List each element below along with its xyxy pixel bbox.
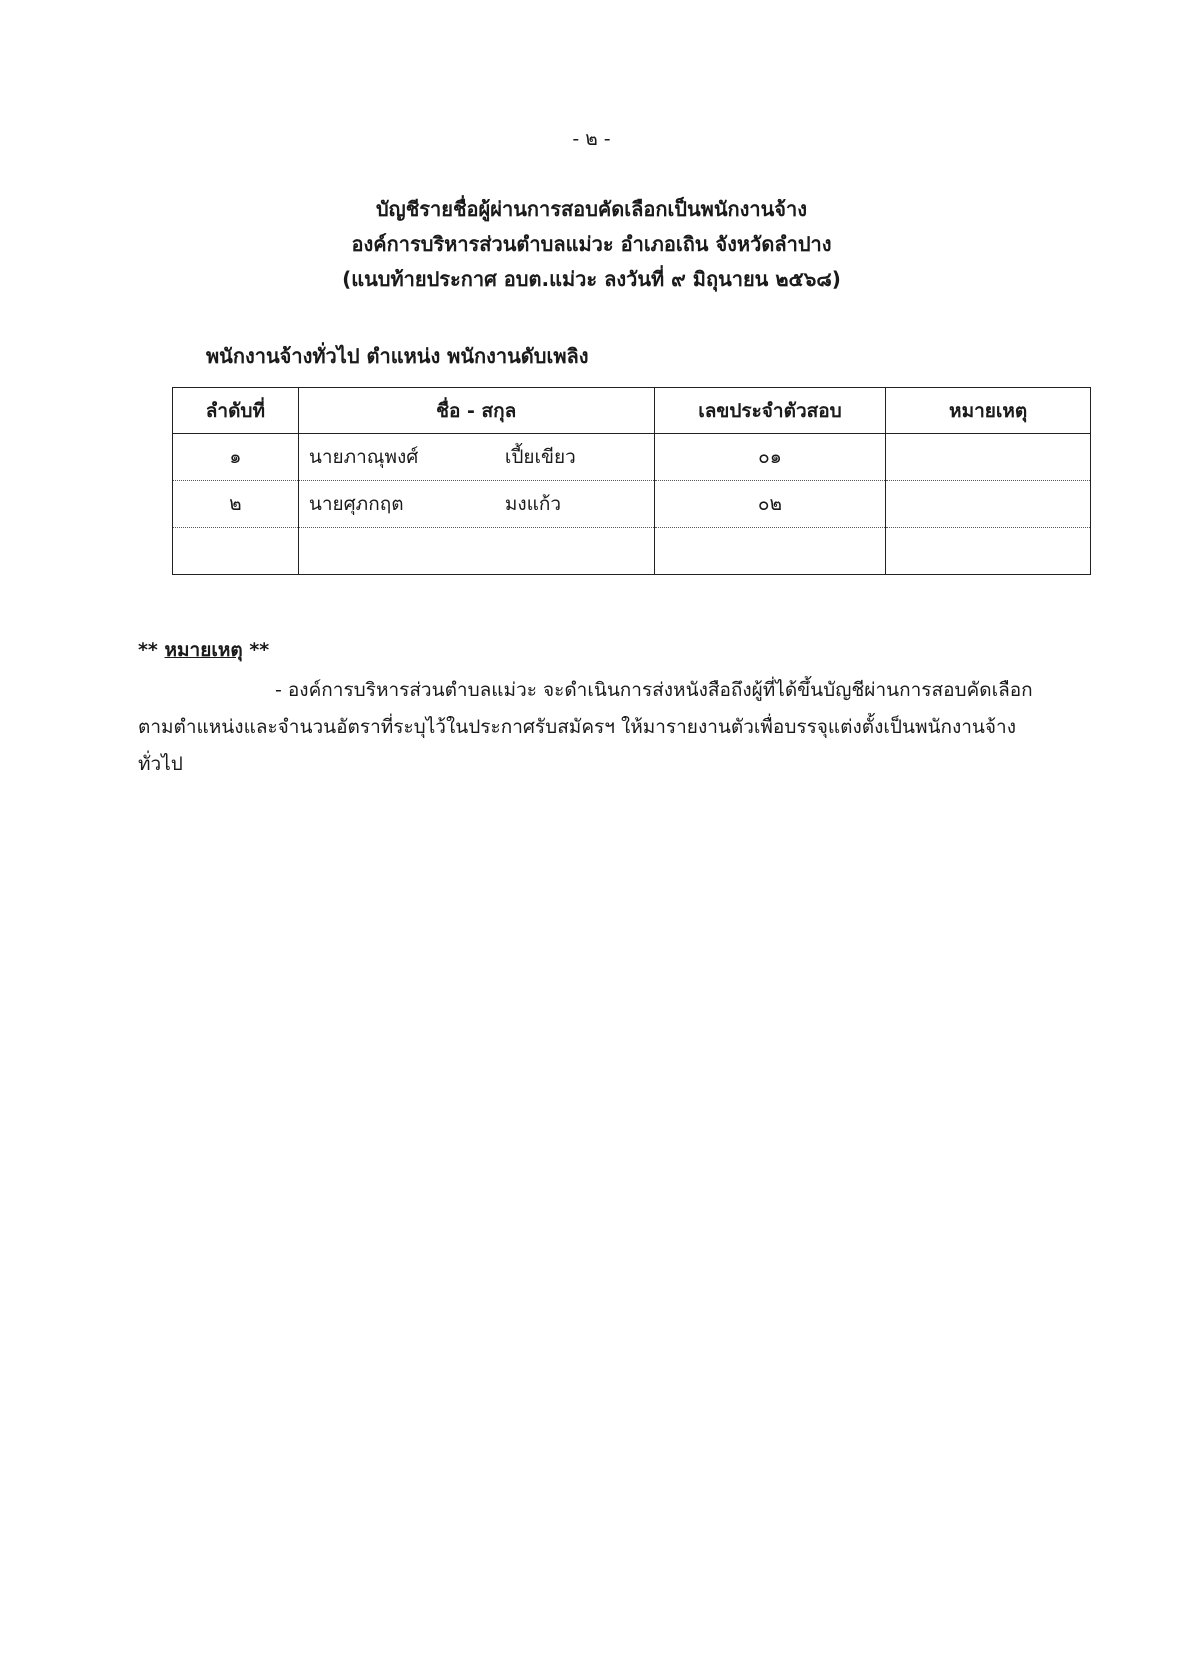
row-order: ๒	[173, 481, 299, 528]
header-name: ชื่อ - สกุล	[298, 388, 654, 434]
note-line-2: ตามตำแหน่งและจำนวนอัตราที่ระบุไว้ในประกาศรับสมัครฯ ให้มารายงานตัวเพื่อบรรจุแต่งตั้งเป็นพนักงานจ้าง	[138, 716, 1016, 738]
title-line-3: (แนบท้ายประกาศ อบต.แม่วะ ลงวันที่ ๙ มิถุนายน ๒๕๖๘)	[342, 267, 841, 291]
row-first-name: นายภาณุพงศ์	[308, 446, 419, 468]
row-name	[298, 434, 654, 481]
header-remark: หมายเหตุ	[886, 388, 1091, 434]
passed-candidates-table	[172, 387, 1091, 575]
row-order	[173, 528, 299, 575]
title-line-2: องค์การบริหารส่วนตำบลแม่วะ อำเภอเถิน จังหวัดลำปาง	[351, 232, 832, 256]
table-row	[173, 481, 1091, 528]
row-order: ๑	[173, 434, 299, 481]
row-exam-id: ๐๒	[654, 481, 886, 528]
document-title	[0, 192, 1183, 297]
row-remark	[886, 434, 1091, 481]
row-first-name: นายศุภกฤต	[308, 493, 404, 515]
row-remark	[886, 481, 1091, 528]
note-body	[138, 672, 1068, 783]
table-header-row	[173, 388, 1091, 434]
note-stars-right: **	[242, 639, 270, 661]
row-last-name: มงแก้ว	[504, 493, 562, 515]
table-row	[173, 528, 1091, 575]
note-heading	[138, 635, 269, 665]
note-line-3: ทั่วไป	[138, 753, 183, 775]
header-order: ลำดับที่	[173, 388, 299, 434]
note-stars-left: **	[138, 639, 165, 661]
row-exam-id: ๐๑	[654, 434, 886, 481]
header-exam-id: เลขประจำตัวสอบ	[654, 388, 886, 434]
row-exam-id	[654, 528, 886, 575]
page-number: - ๒ -	[572, 128, 611, 150]
row-remark	[886, 528, 1091, 575]
position-heading: พนักงานจ้างทั่วไป ตำแหน่ง พนักงานดับเพลิง	[206, 344, 589, 368]
note-line-1: - องค์การบริหารส่วนตำบลแม่วะ จะดำเนินการส่งหนังสือถึงผู้ที่ได้ขึ้นบัญชีผ่านการสอบคัดเลือก	[275, 679, 1033, 701]
note-heading-label: หมายเหตุ	[164, 639, 243, 661]
row-name	[298, 481, 654, 528]
title-line-1: บัญชีรายชื่อผู้ผ่านการสอบคัดเลือกเป็นพนักงานจ้าง	[375, 197, 808, 221]
row-last-name: เปี้ยเขียว	[504, 446, 576, 468]
row-name	[298, 528, 654, 575]
table-row	[173, 434, 1091, 481]
